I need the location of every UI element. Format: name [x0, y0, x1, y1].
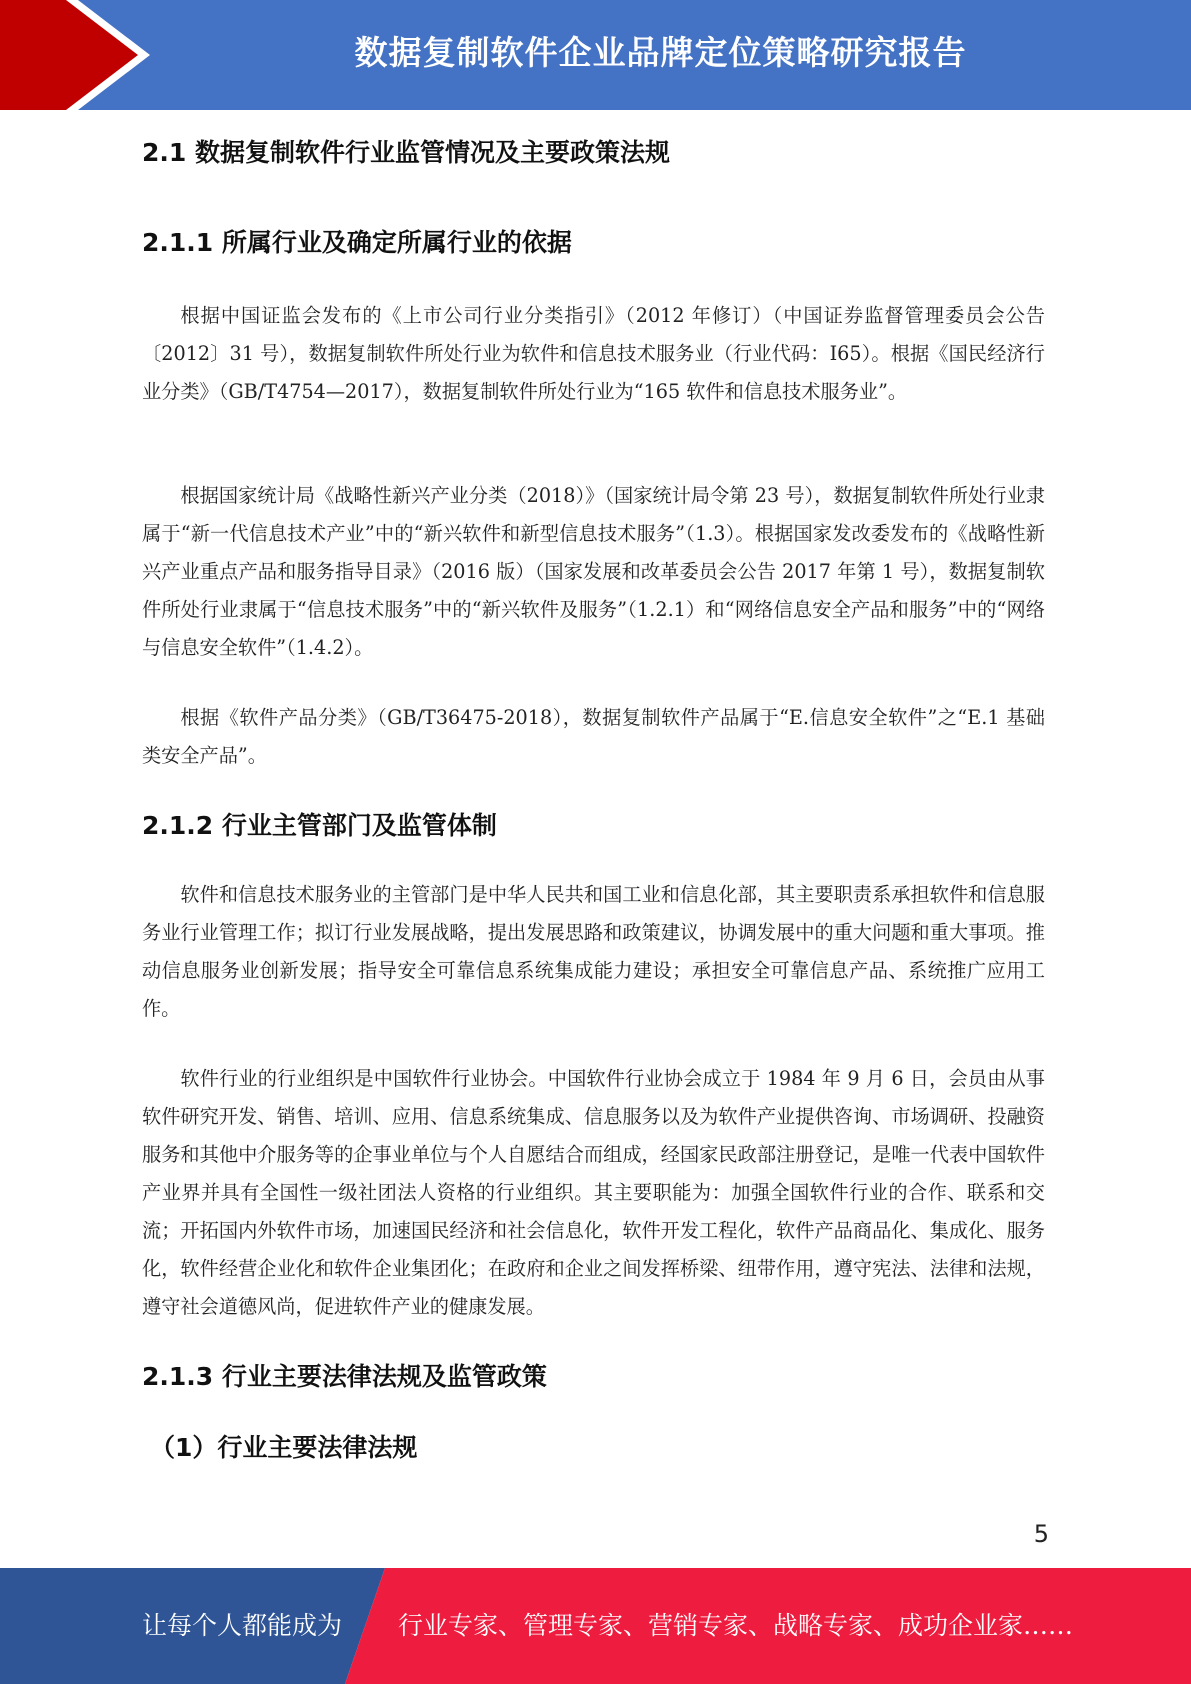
paragraph: 软件和信息技术服务业的主管部门是中华人民共和国工业和信息化部，其主要职责系承担软件和信息服务业行业管理工作；拟订行业发展战略，提出发展思路和政策建议，协调发展中的重大问题和重大事项。推动信息服务业创新发展；指导安全可靠信息系统集成能力建设；承担安全可靠信息产品、系统推广应用工作。 [142, 883, 1045, 1020]
document-title: 数据复制软件企业品牌定位策略研究报告 [354, 33, 967, 72]
paragraph: 根据国家统计局《战略性新兴产业分类（2018）》（国家统计局令第 23 号），数据复制软件所处行业隶属于“新一代信息技术产业”中的“新兴软件和新型信息技术服务”（1.3）。根据国家发改委发布的《战略性新兴产业重点产品和服务指导目录》（2016 版）（国家发展和改革委员会公告 2017 年第 1 号），数据复制软件所处行业隶属于“信息技术服务”中的“新兴软件及服务”（1.2.1）和“网络信息安全产品和服务”中的“网络与信息安全软件”（1.4.2）。 [142, 484, 1045, 659]
subsection-heading-1: （1）行业主要法律法规 [150, 1433, 418, 1462]
page-number: 5 [1033, 1520, 1049, 1548]
section-heading-2-1-3: 2.1.3 行业主要法律法规及监管政策 [142, 1362, 547, 1391]
paragraph: 软件行业的行业组织是中国软件行业协会。中国软件行业协会成立于 1984 年 9 月 6 日，会员由从事软件研究开发、销售、培训、应用、信息系统集成、信息服务以及为软件产业提供咨询、市场调研、投融资服务和其他中介服务等的企事业单位与个人自愿结合而组成，经国家民政部注册登记，是唯一代表中国软件产业界并具有全国性一级社团法人资格的行业组织。其主要职能为：加强全国软件行业的合作、联系和交流；开拓国内外软件市场，加速国民经济和社会信息化，软件开发工程化，软件产品商品化、集成化、服务化，软件经营企业化和软件企业集团化；在政府和企业之间发挥桥梁、纽带作用，遵守宪法、法律和法规，遵守社会道德风尚，促进软件产业的健康发展。 [142, 1067, 1045, 1318]
section-heading-2-1: 2.1 数据复制软件行业监管情况及主要政策法规 [142, 138, 670, 167]
paragraph: 根据中国证监会发布的《上市公司行业分类指引》（2012 年修订）（中国证券监督管理委员会公告〔2012〕31 号），数据复制软件所处行业为软件和信息技术服务业（行业代码：I65）。根据《国民经济行业分类》（GB/T4754—2017），数据复制软件所处行业为“165 软件和信息技术服务业”。 [142, 304, 1045, 403]
header-banner [0, 0, 1191, 110]
footer-slogan-right: 行业专家、管理专家、营销专家、战略专家、成功企业家…… [398, 1611, 1074, 1640]
footer-banner [0, 1568, 1191, 1684]
paragraph: 根据《软件产品分类》（GB/T36475-2018），数据复制软件产品属于“E.信息安全软件”之“E.1 基础类安全产品”。 [142, 706, 1045, 767]
section-heading-2-1-2: 2.1.2 行业主管部门及监管体制 [142, 811, 497, 840]
footer-slogan-left: 让每个人都能成为 [142, 1611, 343, 1640]
section-heading-2-1-1: 2.1.1 所属行业及确定所属行业的依据 [142, 228, 572, 257]
